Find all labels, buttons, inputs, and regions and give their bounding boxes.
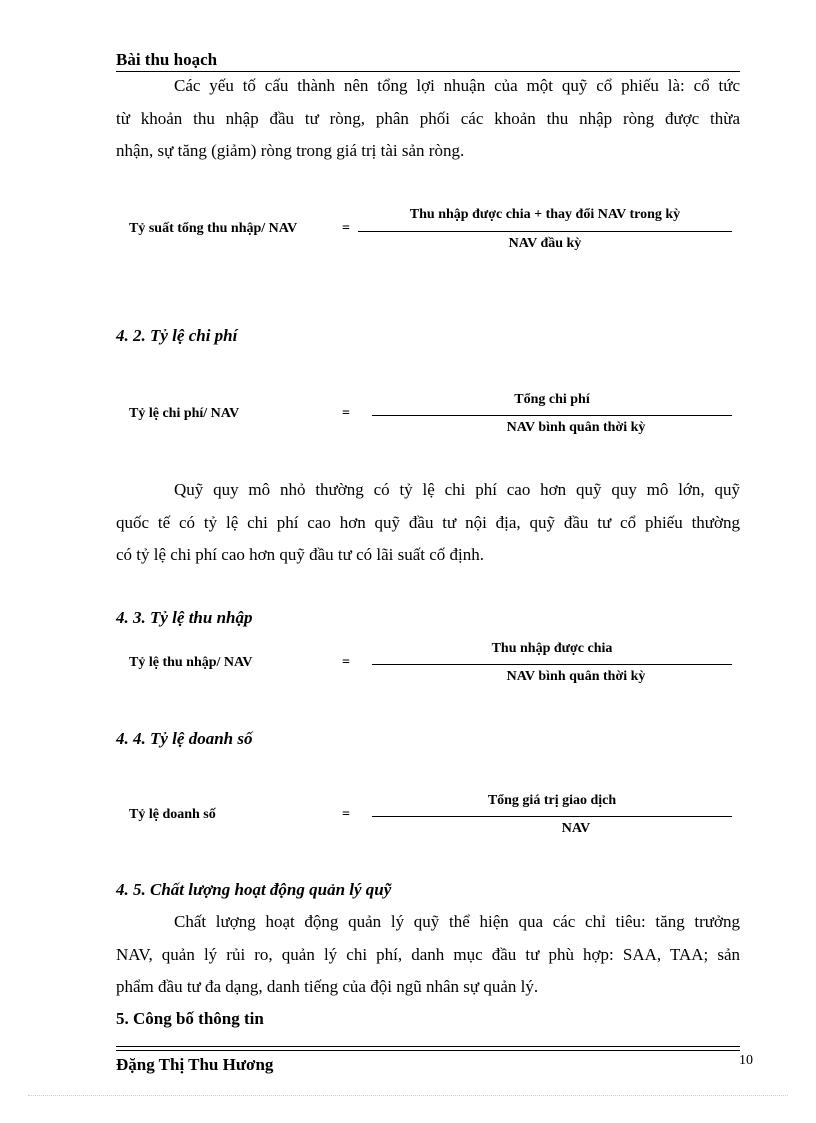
footer-divider — [116, 1046, 740, 1047]
formula-equals: = — [342, 406, 350, 421]
formula-equals: = — [342, 655, 350, 670]
page-number: 10 — [739, 1053, 753, 1068]
footer-author: Đặng Thị Thu Hương — [116, 1055, 274, 1074]
quality-paragraph — [116, 906, 740, 1004]
page-header-title: Bài thu hoạch — [116, 50, 218, 69]
fraction-bar — [372, 415, 732, 416]
intro-line-2: từ khoản thu nhập đầu tư ròng, phân phối các khoản thu nhập ròng được thừa — [116, 108, 740, 128]
fraction-bar — [372, 816, 732, 817]
fraction-bar — [358, 231, 732, 232]
intro-line-1: Các yếu tố cấu thành nên tổng lợi nhuận của một quỹ cổ phiếu là: cổ tức — [174, 76, 740, 95]
formula-equals: = — [342, 807, 350, 822]
section-heading-4-5: 4. 5. Chất lượng hoạt động quản lý quỹ — [116, 880, 392, 899]
formula-denominator: NAV — [561, 821, 591, 836]
quality-line-2: NAV, quản lý rủi ro, quản lý chi phí, danh mục đầu tư phù hợp: SAA, TAA; sản — [116, 944, 740, 964]
page-edge-divider — [28, 1095, 788, 1096]
formula-label: Tỷ suất tổng thu nhập/ NAV — [129, 221, 298, 236]
formula-numerator: Tổng giá trị giao dịch — [487, 793, 617, 808]
formula-denominator: NAV bình quân thời kỳ — [506, 420, 646, 435]
expense-line-2: quốc tế có tỷ lệ chi phí cao hơn quỹ đầu tư nội địa, quỹ đầu tư cổ phiếu thường — [116, 512, 740, 532]
quality-line-1: Chất lượng hoạt động quản lý quỹ thể hiện qua các chỉ tiêu: tăng trưởng — [174, 912, 740, 931]
expense-paragraph — [116, 474, 740, 572]
intro-line-3: nhận, sự tăng (giảm) ròng trong giá trị tài sản ròng. — [116, 141, 465, 160]
formula-numerator: Thu nhập được chia — [491, 641, 613, 656]
formula-label: Tỷ lệ thu nhập/ NAV — [129, 655, 253, 670]
formula-denominator: NAV bình quân thời kỳ — [506, 669, 646, 684]
formula-label: Tỷ lệ doanh số — [129, 807, 216, 822]
footer-divider-double — [116, 1050, 740, 1051]
fraction-bar — [372, 664, 732, 665]
quality-line-3: phẩm đầu tư đa dạng, danh tiếng của đội ngũ nhân sự quản lý. — [116, 977, 539, 996]
section-heading-4-3: 4. 3. Tỷ lệ thu nhập — [116, 608, 253, 627]
formula-label: Tỷ lệ chi phí/ NAV — [129, 406, 240, 421]
section-heading-4-2: 4. 2. Tỷ lệ chi phí — [116, 326, 238, 345]
section-heading-5: 5. Công bố thông tin — [116, 1009, 264, 1028]
formula-denominator: NAV đầu kỳ — [508, 236, 582, 251]
intro-paragraph — [116, 70, 740, 168]
expense-line-3: có tỷ lệ chi phí cao hơn quỹ đầu tư có lãi suất cố định. — [116, 545, 485, 564]
expense-line-1: Quỹ quy mô nhỏ thường có tỷ lệ chi phí cao hơn quỹ quy mô lớn, quỹ — [174, 480, 740, 499]
section-heading-4-4: 4. 4. Tỷ lệ doanh số — [116, 729, 253, 748]
formula-numerator: Thu nhập được chia + thay đổi NAV trong kỳ — [409, 207, 681, 222]
formula-numerator: Tổng chi phí — [514, 392, 590, 407]
formula-equals: = — [342, 221, 350, 236]
